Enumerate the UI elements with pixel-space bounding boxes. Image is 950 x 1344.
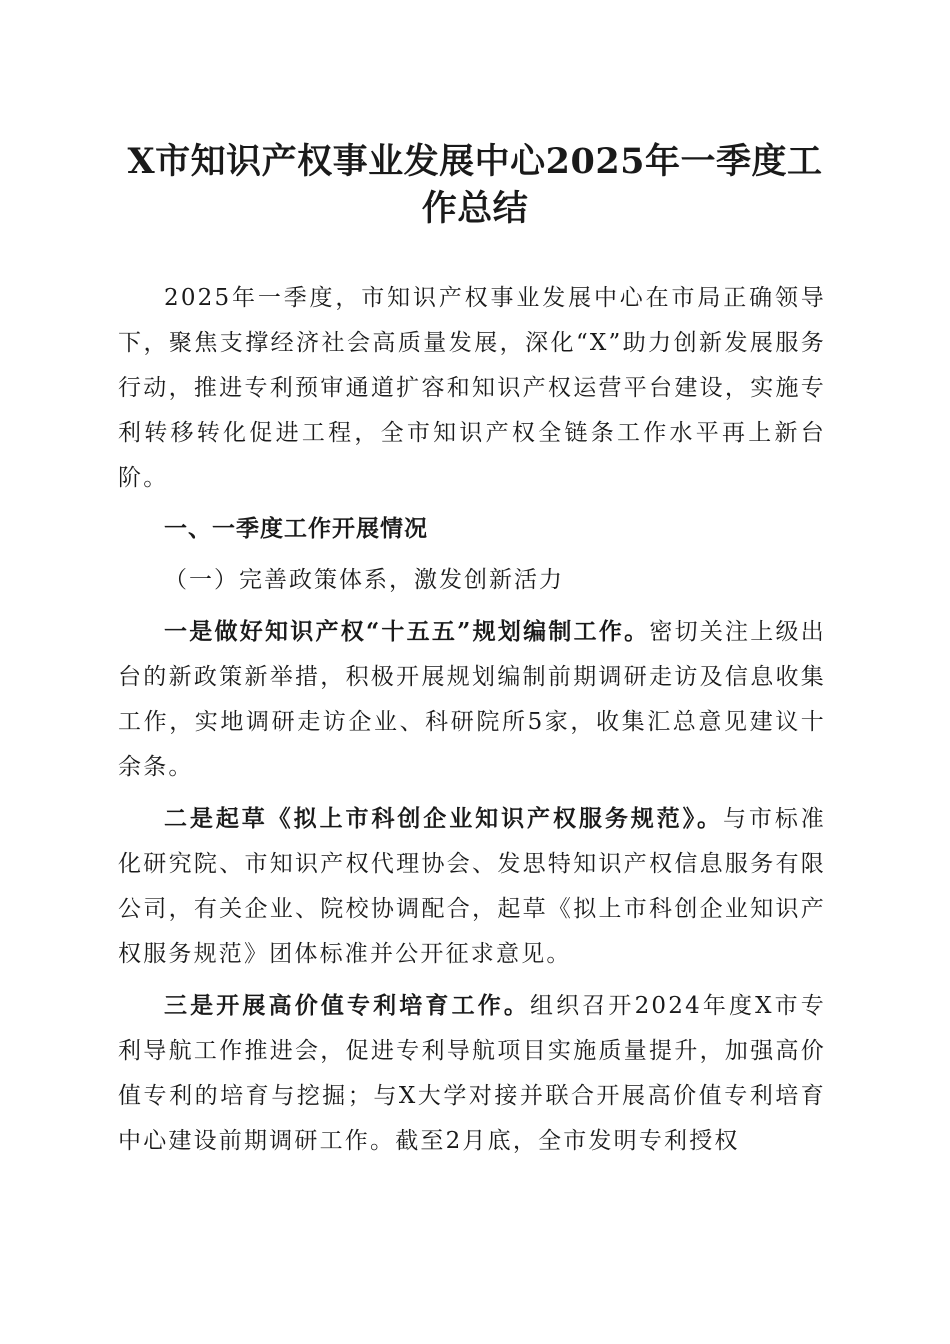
subsection-heading: （一）完善政策体系，激发创新活力 (164, 567, 564, 593)
document-title (118, 138, 832, 232)
item-paragraph-1 (118, 609, 826, 790)
item-paragraph-2 (118, 796, 826, 977)
document-body (118, 276, 826, 1164)
item-text-3: 组织召开2024年度X市专利导航工作推进会，促进专利导航项目实施质量提升，加强高价值专利的培育与挖掘；与X大学对接并联合开展高价值专利培育中心建设前期调研工作。截至2月底，全市发明专利授权 (118, 993, 826, 1154)
item-lead-3: 三是开展高价值专利培育工作。 (164, 992, 530, 1019)
item-paragraph-3 (118, 983, 826, 1164)
intro-paragraph: 2025年一季度，市知识产权事业发展中心在市局正确领导下，聚焦支撑经济社会高质量发展，深化“X”助力创新发展服务行动，推进专利预审通道扩容和知识产权运营平台建设，实施专利转移转化促进工程，全市知识产权全链条工作水平再上新台阶。 (118, 285, 826, 491)
title-line-1: X市知识产权事业发展中心2025年一季度工 (127, 141, 823, 182)
section-heading: 一、一季度工作开展情况 (164, 516, 428, 542)
item-lead-2: 二是起草《拟上市科创企业知识产权服务规范》。 (164, 805, 723, 832)
item-text-2: 与市标准化研究院、市知识产权代理协会、发思特知识产权信息服务有限公司，有关企业、院校协调配合，起草《拟上市科创企业知识产权服务规范》团体标准并公开征求意见。 (118, 806, 826, 967)
item-text-1: 密切关注上级出台的新政策新举措，积极开展规划编制前期调研走访及信息收集工作，实地调研走访企业、科研院所5家，收集汇总意见建议十余条。 (118, 619, 826, 780)
title-line-2: 作总结 (421, 188, 529, 229)
item-lead-1: 一是做好知识产权“十五五”规划编制工作。 (164, 618, 650, 645)
